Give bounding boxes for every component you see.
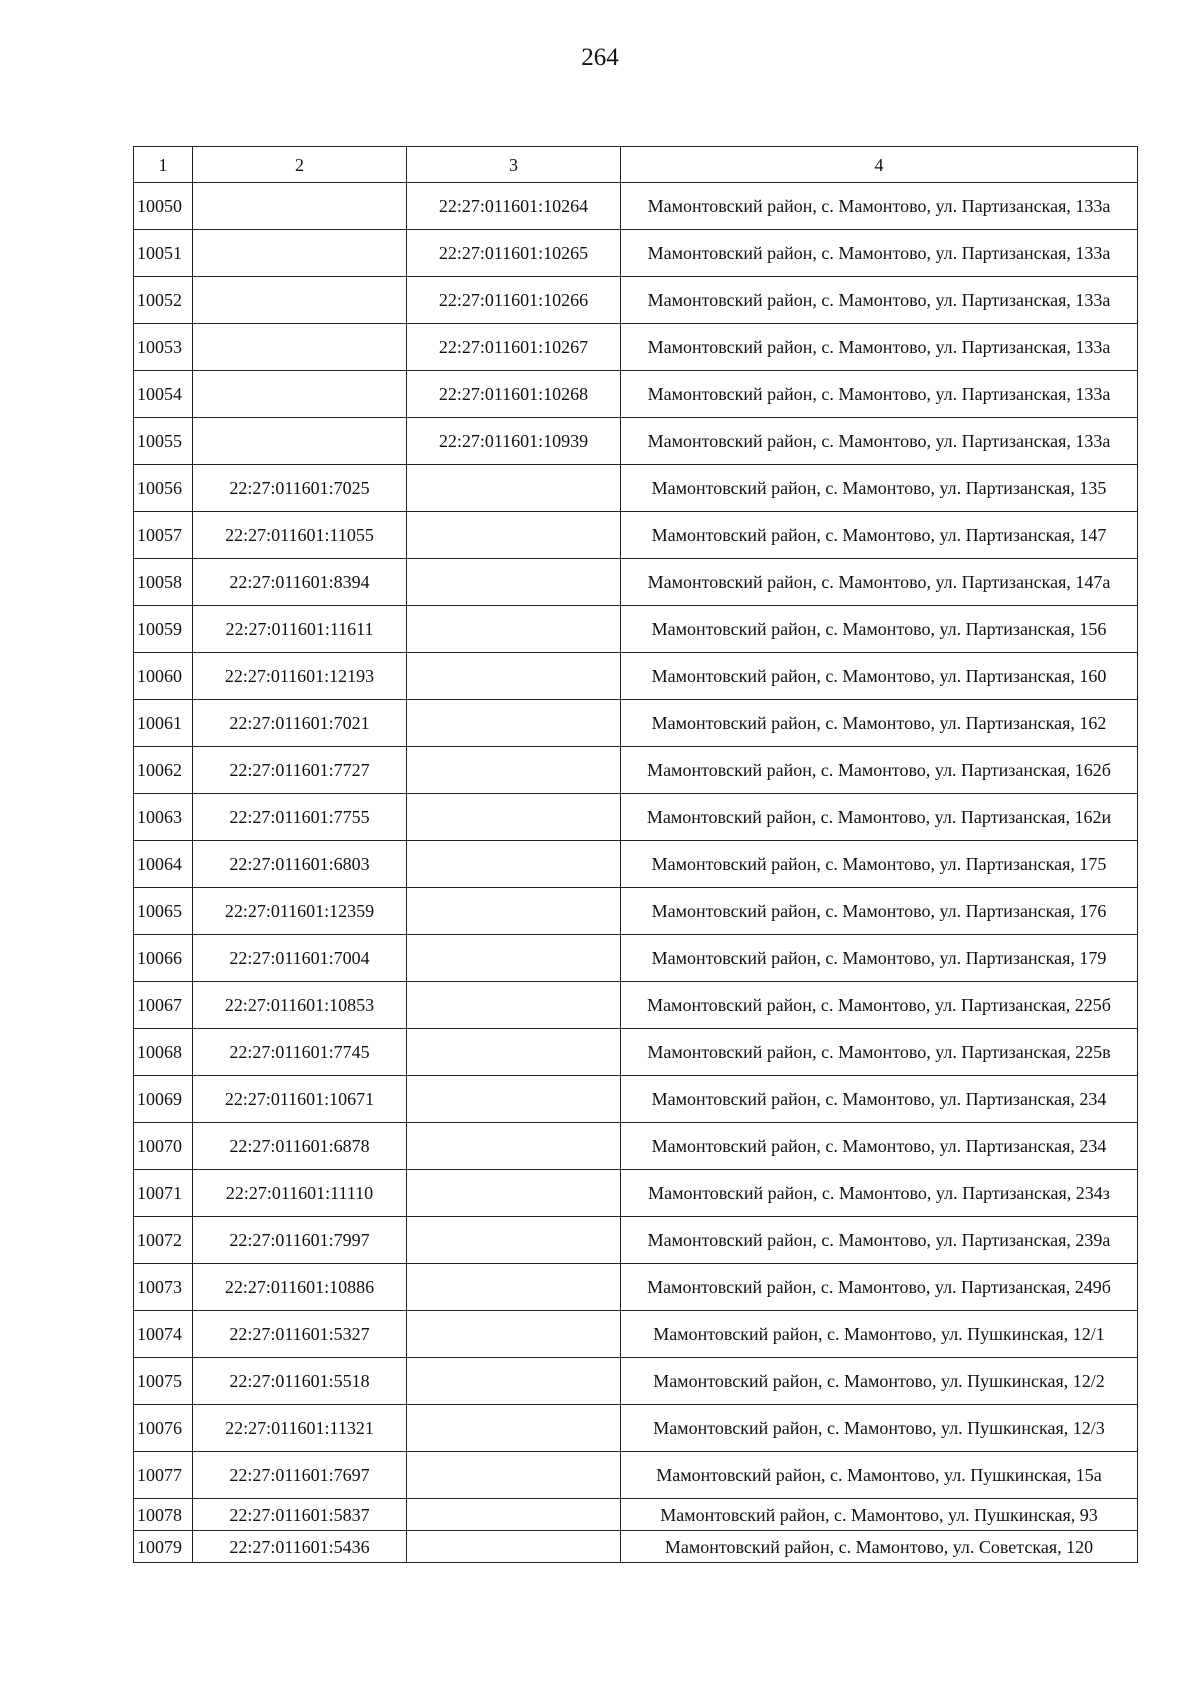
address-cell: Мамонтовский район, с. Мамонтово, ул. Партизанская, 175 (621, 841, 1138, 888)
table-header (134, 147, 1138, 183)
cadastral-number-cell: 22:27:011601:6803 (193, 841, 407, 888)
cadastral-number-alt-cell: 22:27:011601:10265 (407, 230, 621, 277)
row-number-cell: 10060 (134, 653, 193, 700)
address-cell: Мамонтовский район, с. Мамонтово, ул. Партизанская, 239а (621, 1217, 1138, 1264)
cadastral-number-alt-cell (407, 1452, 621, 1499)
cadastral-number-alt-cell (407, 1076, 621, 1123)
cadastral-number-alt-cell (407, 1170, 621, 1217)
cadastral-number-alt-cell (407, 1029, 621, 1076)
table-row (134, 512, 1138, 559)
address-cell: Мамонтовский район, с. Мамонтово, ул. Партизанская, 176 (621, 888, 1138, 935)
table-row (134, 606, 1138, 653)
address-cell: Мамонтовский район, с. Мамонтово, ул. Партизанская, 162и (621, 794, 1138, 841)
cadastral-number-cell: 22:27:011601:7755 (193, 794, 407, 841)
table-row (134, 1076, 1138, 1123)
cadastral-number-cell: 22:27:011601:11321 (193, 1405, 407, 1452)
table-row (134, 1358, 1138, 1405)
cadastral-number-alt-cell: 22:27:011601:10939 (407, 418, 621, 465)
cadastral-number-cell: 22:27:011601:7004 (193, 935, 407, 982)
cadastral-number-cell: 22:27:011601:6878 (193, 1123, 407, 1170)
address-cell: Мамонтовский район, с. Мамонтово, ул. Пушкинская, 93 (621, 1499, 1138, 1531)
cadastral-number-cell: 22:27:011601:7697 (193, 1452, 407, 1499)
address-cell: Мамонтовский район, с. Мамонтово, ул. Партизанская, 160 (621, 653, 1138, 700)
cadastral-number-cell: 22:27:011601:10886 (193, 1264, 407, 1311)
cadastral-number-alt-cell: 22:27:011601:10264 (407, 183, 621, 230)
cadastral-number-cell: 22:27:011601:5436 (193, 1531, 407, 1563)
cadastral-number-cell: 22:27:011601:5327 (193, 1311, 407, 1358)
cadastral-number-alt-cell: 22:27:011601:10267 (407, 324, 621, 371)
cadastral-number-cell: 22:27:011601:11611 (193, 606, 407, 653)
table-row (134, 277, 1138, 324)
cadastral-number-alt-cell (407, 606, 621, 653)
address-cell: Мамонтовский район, с. Мамонтово, ул. Партизанская, 133а (621, 277, 1138, 324)
address-cell: Мамонтовский район, с. Мамонтово, ул. Партизанская, 225в (621, 1029, 1138, 1076)
cadastral-number-alt-cell (407, 935, 621, 982)
table-row (134, 1123, 1138, 1170)
registry-table (133, 146, 1138, 1563)
row-number-cell: 10059 (134, 606, 193, 653)
table-row (134, 700, 1138, 747)
cadastral-number-alt-cell (407, 747, 621, 794)
cadastral-number-alt-cell (407, 1358, 621, 1405)
row-number-cell: 10076 (134, 1405, 193, 1452)
row-number-cell: 10065 (134, 888, 193, 935)
cadastral-number-alt-cell (407, 512, 621, 559)
address-cell: Мамонтовский район, с. Мамонтово, ул. Партизанская, 133а (621, 324, 1138, 371)
cadastral-number-alt-cell (407, 1405, 621, 1452)
table-body (134, 183, 1138, 1563)
row-number-cell: 10057 (134, 512, 193, 559)
cadastral-number-cell: 22:27:011601:11055 (193, 512, 407, 559)
cadastral-number-cell: 22:27:011601:10853 (193, 982, 407, 1029)
address-cell: Мамонтовский район, с. Мамонтово, ул. Пушкинская, 15а (621, 1452, 1138, 1499)
table-row (134, 1264, 1138, 1311)
address-cell: Мамонтовский район, с. Мамонтово, ул. Пушкинская, 12/1 (621, 1311, 1138, 1358)
address-cell: Мамонтовский район, с. Мамонтово, ул. Партизанская, 162 (621, 700, 1138, 747)
row-number-cell: 10053 (134, 324, 193, 371)
cadastral-number-cell (193, 183, 407, 230)
row-number-cell: 10069 (134, 1076, 193, 1123)
cadastral-number-cell: 22:27:011601:7025 (193, 465, 407, 512)
address-cell: Мамонтовский район, с. Мамонтово, ул. Партизанская, 133а (621, 418, 1138, 465)
row-number-cell: 10077 (134, 1452, 193, 1499)
cadastral-number-cell: 22:27:011601:5518 (193, 1358, 407, 1405)
cadastral-number-cell: 22:27:011601:12359 (193, 888, 407, 935)
table-row (134, 183, 1138, 230)
column-header-1: 1 (134, 147, 193, 183)
row-number-cell: 10068 (134, 1029, 193, 1076)
cadastral-number-cell (193, 277, 407, 324)
cadastral-number-alt-cell: 22:27:011601:10268 (407, 371, 621, 418)
cadastral-number-cell: 22:27:011601:11110 (193, 1170, 407, 1217)
address-cell: Мамонтовский район, с. Мамонтово, ул. Партизанская, 249б (621, 1264, 1138, 1311)
table-row (134, 1531, 1138, 1563)
address-cell: Мамонтовский район, с. Мамонтово, ул. Советская, 120 (621, 1531, 1138, 1563)
page-number: 264 (581, 44, 619, 71)
cadastral-number-cell (193, 371, 407, 418)
column-header-2: 2 (193, 147, 407, 183)
cadastral-number-alt-cell (407, 888, 621, 935)
cadastral-number-cell (193, 324, 407, 371)
cadastral-number-alt-cell (407, 1531, 621, 1563)
cadastral-number-alt-cell (407, 841, 621, 888)
row-number-cell: 10051 (134, 230, 193, 277)
table-row (134, 465, 1138, 512)
address-cell: Мамонтовский район, с. Мамонтово, ул. Партизанская, 234 (621, 1076, 1138, 1123)
table-row (134, 1029, 1138, 1076)
table-row (134, 1170, 1138, 1217)
table-row (134, 1311, 1138, 1358)
address-cell: Мамонтовский район, с. Мамонтово, ул. Партизанская, 179 (621, 935, 1138, 982)
row-number-cell: 10067 (134, 982, 193, 1029)
row-number-cell: 10056 (134, 465, 193, 512)
cadastral-number-alt-cell (407, 1123, 621, 1170)
row-number-cell: 10055 (134, 418, 193, 465)
row-number-cell: 10062 (134, 747, 193, 794)
row-number-cell: 10070 (134, 1123, 193, 1170)
address-cell: Мамонтовский район, с. Мамонтово, ул. Партизанская, 234з (621, 1170, 1138, 1217)
address-cell: Мамонтовский район, с. Мамонтово, ул. Партизанская, 133а (621, 230, 1138, 277)
cadastral-number-cell: 22:27:011601:12193 (193, 653, 407, 700)
address-cell: Мамонтовский район, с. Мамонтово, ул. Партизанская, 133а (621, 371, 1138, 418)
table-row (134, 559, 1138, 606)
address-cell: Мамонтовский район, с. Мамонтово, ул. Партизанская, 135 (621, 465, 1138, 512)
table-row (134, 982, 1138, 1029)
table-row (134, 794, 1138, 841)
header-row (134, 147, 1138, 183)
cadastral-number-cell: 22:27:011601:7997 (193, 1217, 407, 1264)
cadastral-number-alt-cell (407, 1311, 621, 1358)
row-number-cell: 10064 (134, 841, 193, 888)
cadastral-number-alt-cell (407, 653, 621, 700)
table-row (134, 371, 1138, 418)
table-row (134, 935, 1138, 982)
row-number-cell: 10054 (134, 371, 193, 418)
row-number-cell: 10073 (134, 1264, 193, 1311)
cadastral-number-alt-cell: 22:27:011601:10266 (407, 277, 621, 324)
cadastral-number-alt-cell (407, 465, 621, 512)
column-header-3: 3 (407, 147, 621, 183)
address-cell: Мамонтовский район, с. Мамонтово, ул. Партизанская, 234 (621, 1123, 1138, 1170)
address-cell: Мамонтовский район, с. Мамонтово, ул. Пушкинская, 12/3 (621, 1405, 1138, 1452)
cadastral-number-cell: 22:27:011601:7745 (193, 1029, 407, 1076)
row-number-cell: 10050 (134, 183, 193, 230)
address-cell: Мамонтовский район, с. Мамонтово, ул. Партизанская, 133а (621, 183, 1138, 230)
row-number-cell: 10071 (134, 1170, 193, 1217)
cadastral-number-alt-cell (407, 1217, 621, 1264)
cadastral-number-cell: 22:27:011601:7727 (193, 747, 407, 794)
column-header-4: 4 (621, 147, 1138, 183)
cadastral-number-cell: 22:27:011601:5837 (193, 1499, 407, 1531)
row-number-cell: 10074 (134, 1311, 193, 1358)
table-row (134, 1452, 1138, 1499)
row-number-cell: 10063 (134, 794, 193, 841)
address-cell: Мамонтовский район, с. Мамонтово, ул. Партизанская, 162б (621, 747, 1138, 794)
cadastral-number-cell (193, 418, 407, 465)
row-number-cell: 10052 (134, 277, 193, 324)
table-row (134, 324, 1138, 371)
cadastral-number-cell: 22:27:011601:7021 (193, 700, 407, 747)
address-cell: Мамонтовский район, с. Мамонтово, ул. Партизанская, 156 (621, 606, 1138, 653)
address-cell: Мамонтовский район, с. Мамонтово, ул. Пушкинская, 12/2 (621, 1358, 1138, 1405)
cadastral-number-alt-cell (407, 1264, 621, 1311)
table-row (134, 747, 1138, 794)
table-row (134, 841, 1138, 888)
row-number-cell: 10078 (134, 1499, 193, 1531)
row-number-cell: 10058 (134, 559, 193, 606)
row-number-cell: 10061 (134, 700, 193, 747)
table-row (134, 1499, 1138, 1531)
table-row (134, 1405, 1138, 1452)
table-row (134, 230, 1138, 277)
cadastral-number-alt-cell (407, 1499, 621, 1531)
cadastral-number-cell: 22:27:011601:10671 (193, 1076, 407, 1123)
row-number-cell: 10072 (134, 1217, 193, 1264)
cadastral-number-alt-cell (407, 559, 621, 606)
cadastral-number-cell (193, 230, 407, 277)
cadastral-number-alt-cell (407, 794, 621, 841)
address-cell: Мамонтовский район, с. Мамонтово, ул. Партизанская, 147 (621, 512, 1138, 559)
table-row (134, 1217, 1138, 1264)
table-row (134, 888, 1138, 935)
cadastral-number-alt-cell (407, 700, 621, 747)
row-number-cell: 10079 (134, 1531, 193, 1563)
address-cell: Мамонтовский район, с. Мамонтово, ул. Партизанская, 225б (621, 982, 1138, 1029)
row-number-cell: 10066 (134, 935, 193, 982)
table-row (134, 653, 1138, 700)
address-cell: Мамонтовский район, с. Мамонтово, ул. Партизанская, 147а (621, 559, 1138, 606)
cadastral-number-alt-cell (407, 982, 621, 1029)
cadastral-number-cell: 22:27:011601:8394 (193, 559, 407, 606)
row-number-cell: 10075 (134, 1358, 193, 1405)
table-row (134, 418, 1138, 465)
